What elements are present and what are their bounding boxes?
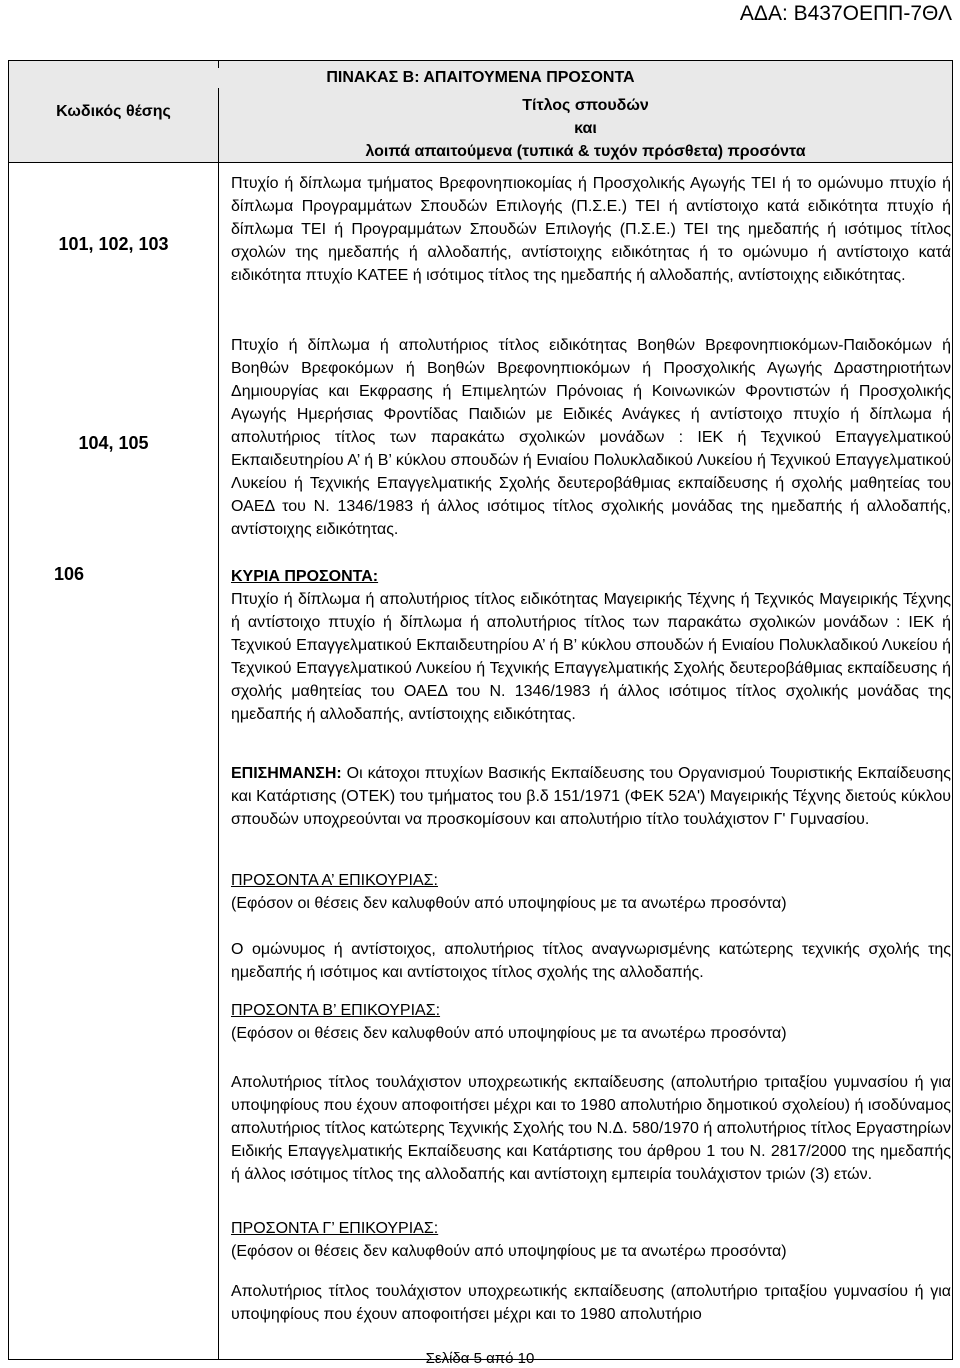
a-section: [231, 869, 951, 915]
column-header-title-line-2: και: [574, 120, 597, 137]
c-text: Απολυτήριος τίτλος τουλάχιστον υποχρεωτικής εκπαίδευσης (απολυτήριο τριταξίου γυμνασίου ή για υποψηφίους που έχουν αποφοιτήσει μέχρι και το 1980 απολυτήριο: [231, 1283, 951, 1323]
c-condition: (Εφόσον οι θέσεις δεν καλυφθούν από υποψηφίους με τα ανωτέρω προσόντα): [231, 1243, 787, 1260]
row-code: 104, 105: [78, 433, 149, 453]
table-title: ΠΙΝΑΚΑΣ Β: ΑΠΑΙΤΟΥΜΕΝΑ ΠΡΟΣΟΝΤΑ: [9, 68, 952, 88]
row-code: 101, 102, 103: [58, 234, 169, 254]
main-heading: ΚΥΡΙΑ ΠΡΟΣΟΝΤΑ:: [231, 568, 379, 585]
a-text: Ο ομώνυμος ή αντίστοιχος, απολυτήριος τίτλος αναγνωρισμένης κατώτερης τεχνικής σχολής της ημεδαπής ή ισότιμος και αντίστοιχος τίτλος σχολής της αλλοδαπής.: [231, 941, 951, 981]
requirements-table: [8, 60, 953, 1360]
section-main-heading: [231, 565, 951, 588]
note-label: ΕΠΙΣΗΜΑΝΣΗ:: [231, 765, 342, 782]
column-divider: [218, 61, 219, 1359]
note-text: Οι κάτοχοι πτυχίων Βασικής Εκπαίδευσης του Οργανισμού Τουριστικής Εκπαίδευσης και Κατάρτισης (ΟΤΕΚ) του τμήματος του β.δ 151/1971 (ΦΕΚ 52Α') Μαγειρικής Τέχνης διετούς κύκλου σπουδών υποχρεούνται να προσκομίσουν και απολυτήριο τίτλο τουλάχιστον Γ' Γυμνασίου.: [231, 765, 951, 828]
b-heading: ΠΡΟΣΟΝΤΑ Β’ ΕΠΙΚΟΥΡΙΑΣ:: [231, 1002, 441, 1019]
row-text: Πτυχίο ή δίπλωμα ή απολυτήριος τίτλος ειδικότητας Μαγειρικής Τέχνης ή Τεχνικός Μαγειρικής Τέχνης ή αντίστοιχο πτυχίο ή δίπλωμα ή απολυτήριος τίτλος των παρακάτω σχολικών μονάδων : ΙΕΚ ή Τεχνικού Επαγγελματικού Εκπαιδευτηρίου Α’ ή Β’ κύκλου σπουδών ή Ενιαίου Πολυκλαδικού Λυκείου ή Τεχνικού Επαγγελματικού Λυκείου ή Τεχνικής Επαγγελματικής Σχολής δευτεροβάθμιας εκπαίδευσης ή σχολής μαθητείας του ΟΑΕΔ του Ν. 1346/1983 ή άλλος ισότιμος τίτλος σχολικής μονάδας της ημεδαπής ή αλλοδαπής, αντίστοιχης ειδικότητας.: [231, 591, 951, 723]
row-text: Πτυχίο ή δίπλωμα ή απολυτήριος τίτλος ειδικότητας Βοηθών Βρεφονηπιοκόμων-Παιδοκόμων ή Βοηθών Βρεφοκόμων ή Βοηθών Βρεφονηπιοκόμων ή Προσχολικής Αγωγής Δραστηριοτήτων Δημιουργίας και Εκφρασης ή Επιμελητών Πρόνοιας ή Κοινωνικών Φροντιστών ή Προσχολικής Αγωγής Ημερήσιας Φροντίδας Παιδιών με Ειδικές Ανάγκες ή αντίστοιχο πτυχίο ή δίπλωμα ή απολυτήριος τίτλος των παρακάτω σχολικών μονάδων : ΙΕΚ ή Τεχνικού Επαγγελματικού Εκπαιδευτηρίου Α’ ή Β’ κύκλου σπουδών ή Ενιαίου Πολυκλαδικού Λυκείου ή Τεχνικού Επαγγελματικού Λυκείου ή Τεχνικής Επαγγελματικής Σχολής δευτεροβάθμιας εκπαίδευσης ή σχολής μαθητείας του ΟΑΕΔ του Ν. 1346/1983 ή άλλος ισότιμος τίτλος σχολικής μονάδας της ημεδαπής ή αλλοδαπής, αντίστοιχης ειδικότητας.: [231, 337, 951, 538]
ada-code: ΑΔΑ: Β437ΟΕΠΠ-7ΘΛ: [739, 2, 952, 25]
b-condition: (Εφόσον οι θέσεις δεν καλυφθούν από υποψηφίους με τα ανωτέρω προσόντα): [231, 1025, 787, 1042]
c-section: [231, 1217, 951, 1263]
row-text: Πτυχίο ή δίπλωμα τμήματος Βρεφονηπιοκομίας ή Προσχολικής Αγωγής ΤΕΙ ή το ομώνυμο πτυχίο ή δίπλωμα Προγραμμάτων Σπουδών Επιλογής (Π.Σ.Ε.) ΤΕΙ ή αντίστοιχο κατά ειδικότητα πτυχίο ή δίπλωμα ΤΕΙ ή Προγραμμάτων Σπουδών Επιλογής (Π.Σ.Ε.) ΤΕΙ της ημεδαπής ή ισότιμος τίτλος σχολών της ημεδαπής ή αλλοδαπής, αντίστοιχης ειδικότητας ή το ομώνυμο ή αντίστοιχο κατά ειδικότητα πτυχίο ΚΑΤΕΕ ή ισότιμος τίτλος της ημεδαπής ή αλλοδαπής, αντίστοιχης ειδικότητας.: [231, 175, 951, 284]
a-condition: (Εφόσον οι θέσεις δεν καλυφθούν από υποψηφίους με τα ανωτέρω προσόντα): [231, 895, 787, 912]
column-header-code: Κωδικός θέσης: [56, 102, 171, 120]
column-header-title: [219, 94, 952, 163]
row-code: 106: [53, 564, 85, 584]
c-heading: ΠΡΟΣΟΝΤΑ Γ’ ΕΠΙΚΟΥΡΙΑΣ:: [231, 1220, 439, 1237]
b-section: [231, 999, 951, 1045]
page-footer: Σελίδα 5 από 10: [425, 1350, 535, 1367]
a-heading: ΠΡΟΣΟΝΤΑ Α’ ΕΠΙΚΟΥΡΙΑΣ:: [231, 872, 438, 889]
note-paragraph: [231, 762, 951, 831]
b-text: Απολυτήριος τίτλος τουλάχιστον υποχρεωτικής εκπαίδευσης (απολυτήριο τριταξίου γυμνασίου ή για υποψηφίους που έχουν αποφοιτήσει μέχρι και το 1980 απολυτήριο δημοτικού σχολείου) ή ισοδύναμος απολυτήριος τίτλος κατώτερης Τεχνικής Σχολής του Ν.Δ. 580/1970 ή απολυτήριος τίτλος Εργαστηρίων Ειδικής Επαγγελματικής Εκπαίδευσης και Κατάρτισης του άρθρου 1 του Ν. 2817/2000 της ημεδαπής ή άλλος ισότιμος τίτλος της αλλοδαπής και αντίστοιχη εμπειρία τουλάχιστον τριών (3) ετών.: [231, 1074, 951, 1183]
column-header-title-line-3: λοιπά απαιτούμενα (τυπικά & τυχόν πρόσθετα) προσόντα: [365, 143, 806, 160]
column-header-title-line-1: Τίτλος σπουδών: [522, 97, 649, 114]
